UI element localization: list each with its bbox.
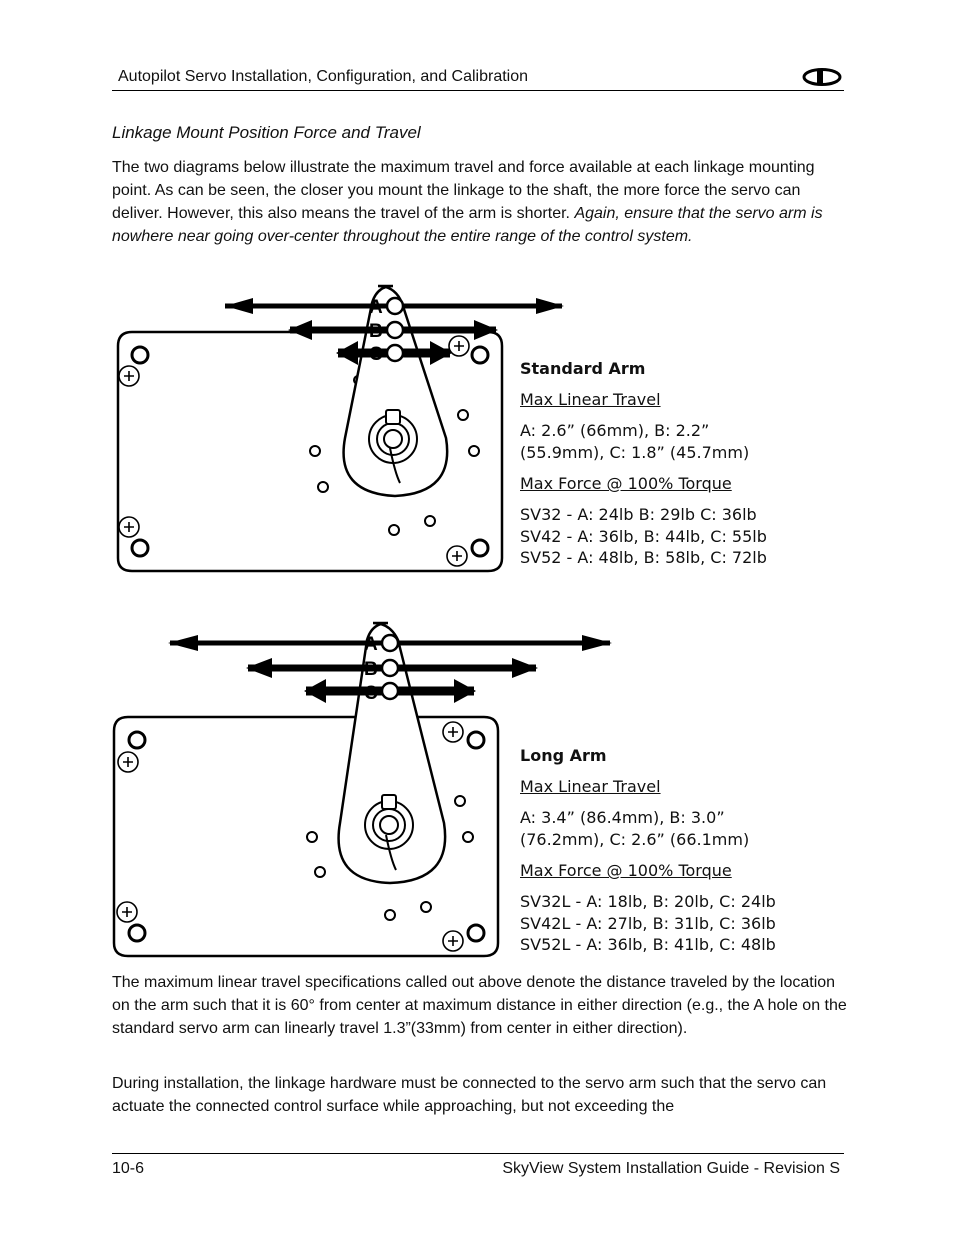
- standard-travel-heading: Max Linear Travel: [520, 390, 661, 409]
- installation-paragraph: During installation, the linkage hardware must be connected to the servo arm such that the servo can actuate the connected control surface while approaching, but not exceeding the: [112, 1075, 827, 1115]
- standard-travel-line1: A: 2.6” (66mm), B: 2.2”: [520, 421, 710, 440]
- travel-explanation-paragraph: The maximum linear travel specifications called out above denote the distance traveled by the location on the arm such that it is 60° from center at maximum distance in either direction (e.g., the A hole on the standard servo arm can linearly travel 1.3”(33mm) from center in either direction).: [112, 974, 847, 1037]
- intro-paragraph: [112, 156, 848, 248]
- label-c: C: [369, 344, 383, 365]
- long-force-heading: Max Force @ 100% Torque: [520, 861, 732, 880]
- long-arm-title: Long Arm: [520, 746, 607, 765]
- hole-labels: [369, 297, 383, 365]
- standard-force-sv32: SV32 - A: 24lb B: 29lb C: 36lb: [520, 505, 757, 524]
- long-force-sv52l: SV52L - A: 36lb, B: 41lb, C: 48lb: [520, 935, 776, 954]
- document-title: SkyView System Installation Guide - Revision S: [502, 1160, 840, 1177]
- intro-emphasis: Again, ensure that the servo arm is nowhere near going over-center throughout the entire range of the control system.: [112, 205, 823, 245]
- standard-arm-title: Standard Arm: [520, 359, 646, 378]
- long-force-sv32l: SV32L - A: 18lb, B: 20lb, C: 24lb: [520, 892, 776, 911]
- standard-force-sv52: SV52 - A: 48lb, B: 58lb, C: 72lb: [520, 548, 767, 567]
- label-a: A: [369, 297, 383, 318]
- long-arm-specs: [520, 746, 850, 966]
- standard-arm-specs: [520, 359, 850, 579]
- long-travel-line1: A: 3.4” (86.4mm), B: 3.0”: [520, 808, 725, 827]
- page-number: 10-6: [112, 1160, 145, 1177]
- standard-force-heading: Max Force @ 100% Torque: [520, 474, 732, 493]
- label-b: B: [364, 659, 378, 680]
- standard-force-sv42: SV42 - A: 36lb, B: 44lb, C: 55lb: [520, 527, 767, 546]
- linkage-holes: [387, 298, 403, 361]
- standard-travel-line2: (55.9mm), C: 1.8” (45.7mm): [520, 443, 750, 462]
- intro-text: The two diagrams below illustrate the maximum travel and force available at each linkage mounting point. As can be seen, the closer you mount the linkage to the shaft, the more force the servo can deliver. However, this also means the travel of the arm is shorter.: [112, 159, 815, 222]
- page-header: [112, 66, 844, 91]
- header-title: Autopilot Servo Installation, Configuration, and Calibration: [118, 68, 529, 85]
- hole-labels: [364, 634, 378, 704]
- label-b: B: [369, 321, 383, 342]
- standard-arm-diagram: [110, 278, 570, 578]
- section-title: Linkage Mount Position Force and Travel: [112, 123, 421, 142]
- label-a: A: [364, 634, 378, 655]
- long-travel-heading: Max Linear Travel: [520, 777, 661, 796]
- page-footer: [112, 1153, 844, 1184]
- linkage-holes: [382, 635, 398, 699]
- dynon-logo-icon: [802, 68, 842, 86]
- long-force-sv42l: SV42L - A: 27lb, B: 31lb, C: 36lb: [520, 914, 776, 933]
- long-travel-line2: (76.2mm), C: 2.6” (66.1mm): [520, 830, 750, 849]
- servo-arm: [344, 286, 448, 496]
- label-c: C: [364, 683, 378, 704]
